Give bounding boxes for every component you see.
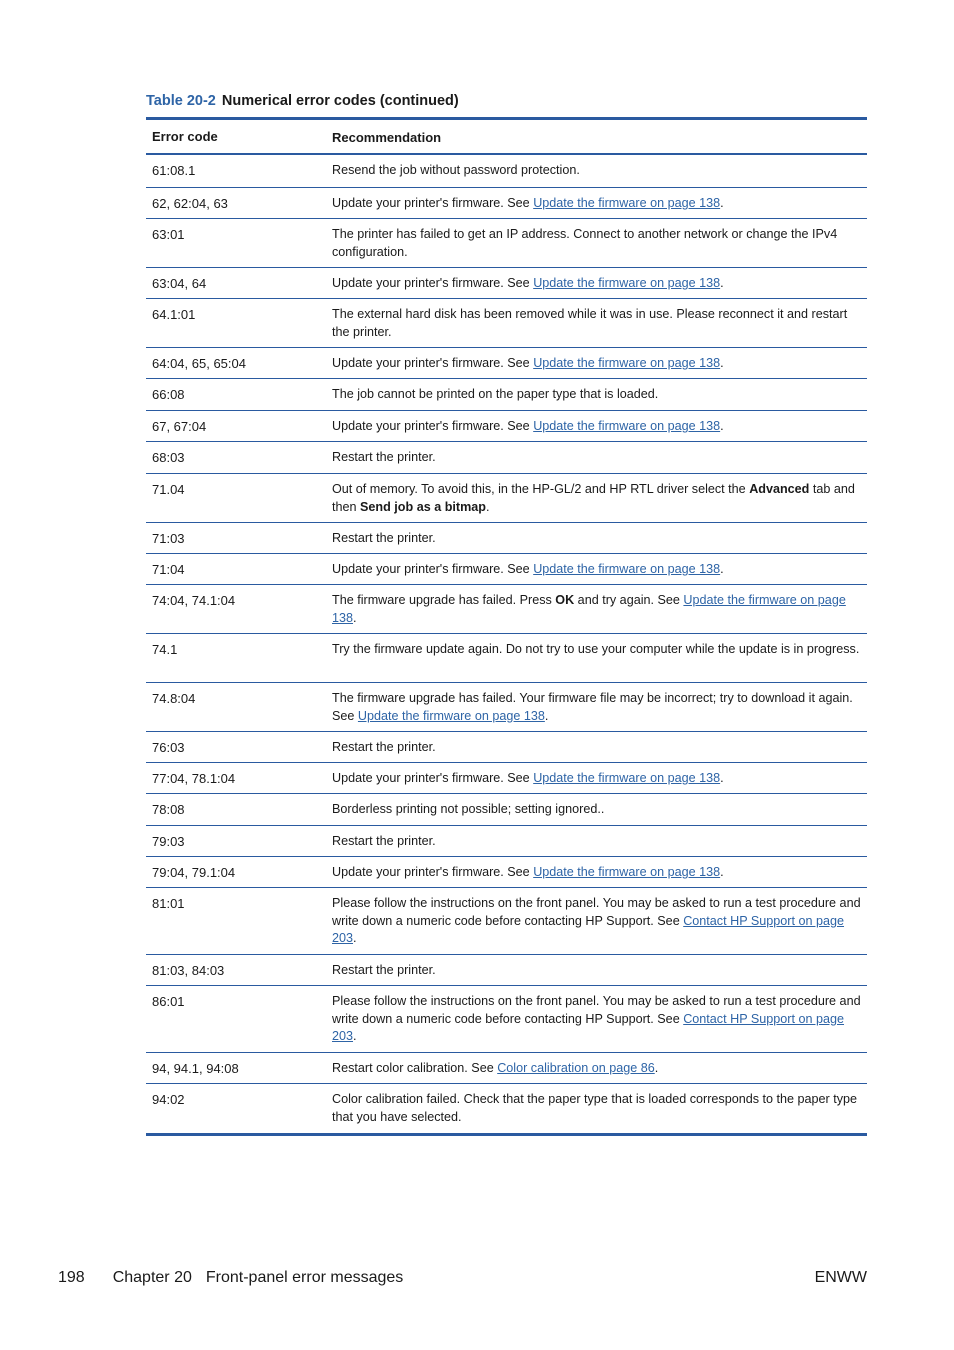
recommendation-cell — [326, 155, 867, 187]
recommendation-cell — [326, 379, 867, 410]
table-row — [146, 857, 867, 888]
recommendation-text: Update your printer's firmware. See — [332, 196, 534, 210]
cross-reference-link[interactable]: Contact HP Support on page 203 — [332, 913, 845, 945]
recommendation-text: . — [353, 1029, 357, 1043]
table-row — [146, 554, 867, 585]
error-code-cell: 78:08 — [152, 802, 185, 817]
error-code-cell: 76:03 — [152, 740, 185, 755]
table-row — [146, 794, 867, 826]
page-footer — [58, 1269, 867, 1287]
header-error-code: Error code — [152, 129, 218, 144]
recommendation-text: Update your printer's firmware. See — [332, 771, 534, 785]
header-recommendation: Recommendation — [332, 130, 442, 145]
recommendation-text: . — [353, 610, 357, 625]
error-code-cell: 94, 94.1, 94:08 — [152, 1061, 239, 1076]
table-row — [146, 585, 867, 634]
error-code-cell: 66:08 — [152, 387, 185, 402]
recommendation-cell — [326, 955, 867, 985]
recommendation-cell — [326, 188, 867, 218]
recommendation-cell — [326, 763, 867, 793]
cross-reference-link[interactable]: Contact HP Support on page 203 — [332, 1011, 845, 1043]
chapter-label: Chapter 20 — [112, 1269, 192, 1286]
error-code-cell: 79:04, 79.1:04 — [152, 865, 236, 880]
error-code-cell: 64:04, 65, 65:04 — [152, 356, 246, 371]
error-code-table — [146, 117, 867, 1136]
recommendation-text: Borderless printing not possible; setting ignored.. — [332, 802, 605, 816]
recommendation-text: Restart the printer. — [332, 740, 436, 754]
recommendation-cell — [326, 585, 867, 633]
recommendation-cell — [326, 219, 867, 267]
table-row — [146, 299, 867, 348]
cross-reference-link[interactable]: Update the firmware on page 138 — [533, 356, 721, 370]
cross-reference-link[interactable]: Update the firmware on page 138 — [533, 276, 721, 290]
recommendation-cell — [326, 523, 867, 553]
recommendation-text: Update your printer's firmware. See — [332, 562, 534, 576]
recommendation-text: The printer has failed to get an IP address. Connect to another network or change the IPv4 configuration. — [332, 227, 838, 259]
table-row — [146, 523, 867, 554]
recommendation-text: . — [720, 196, 724, 210]
recommendation-text: . — [485, 499, 490, 514]
recommendation-text: The firmware upgrade has failed. Your firmware file may be incorrect; try to download it again. See — [332, 691, 853, 723]
ui-term-bold: Send job as a bitmap — [360, 499, 486, 514]
error-code-cell: 63:01 — [152, 227, 185, 242]
cross-reference-link[interactable]: Update the firmware on page 138 — [357, 708, 545, 723]
error-code-cell: 68:03 — [152, 450, 185, 465]
error-code-cell: 74:04, 74.1:04 — [152, 593, 236, 608]
error-code-cell: 64.1:01 — [152, 307, 196, 322]
recommendation-text: Please follow the instructions on the front panel. You may be asked to run a test procedure and write down a numeric code before contacting HP Support. See — [332, 994, 861, 1026]
ui-term-bold: OK — [555, 593, 575, 607]
error-code-cell: 74.8:04 — [152, 691, 196, 706]
recommendation-text: . — [544, 708, 549, 723]
recommendation-text: Color calibration failed. Check that the paper type that is loaded corresponds to the paper type that you have selected. — [332, 1092, 858, 1124]
recommendation-text: Update your printer's firmware. See — [332, 276, 534, 290]
recommendation-cell — [326, 794, 867, 825]
recommendation-cell — [326, 634, 867, 682]
table-row — [146, 986, 867, 1053]
recommendation-cell — [326, 857, 867, 887]
recommendation-cell — [326, 1053, 867, 1083]
table-header-row — [146, 120, 867, 155]
table-caption — [146, 93, 459, 109]
recommendation-text: . — [720, 419, 724, 433]
error-code-cell: 71.04 — [152, 482, 185, 497]
recommendation-text: The firmware upgrade has failed. Press — [332, 593, 556, 607]
recommendation-cell — [326, 888, 867, 954]
table-row — [146, 634, 867, 683]
table-row — [146, 1053, 867, 1084]
recommendation-text: Out of memory. To avoid this, in the HP-GL/2 and HP RTL driver select the — [332, 482, 750, 496]
recommendation-text: . — [720, 771, 724, 785]
cross-reference-link[interactable]: Update the firmware on page 138 — [533, 419, 721, 433]
error-code-cell: 63:04, 64 — [152, 276, 207, 291]
recommendation-text: The external hard disk has been removed while it was in use. Please reconnect it and restart the printer. — [332, 307, 848, 339]
recommendation-cell — [326, 299, 867, 347]
recommendation-text: Update your printer's firmware. See — [332, 865, 534, 879]
table-row — [146, 888, 867, 955]
recommendation-text: tab and then — [332, 482, 855, 514]
recommendation-text: Restart color calibration. See — [332, 1061, 498, 1075]
table-row — [146, 442, 867, 474]
error-code-cell: 61:08.1 — [152, 163, 196, 178]
table-number: Table 20-2 — [146, 93, 216, 109]
table-row — [146, 683, 867, 732]
recommendation-cell — [326, 554, 867, 584]
table-row — [146, 379, 867, 411]
recommendation-cell — [326, 1084, 867, 1133]
recommendation-text: Please follow the instructions on the front panel. You may be asked to run a test procedure and write down a numeric code before contacting HP Support. See — [332, 896, 861, 928]
recommendation-cell — [326, 442, 867, 473]
error-code-cell: 94:02 — [152, 1092, 185, 1107]
recommendation-text: The job cannot be printed on the paper type that is loaded. — [332, 387, 659, 401]
table-row — [146, 348, 867, 379]
table-row — [146, 188, 867, 219]
table-row — [146, 219, 867, 268]
error-code-cell: 77:04, 78.1:04 — [152, 771, 236, 786]
table-row — [146, 763, 867, 794]
recommendation-text: Restart the printer. — [332, 531, 436, 545]
cross-reference-link[interactable]: Update the firmware on page 138 — [533, 196, 721, 210]
error-code-cell: 62, 62:04, 63 — [152, 196, 228, 211]
error-code-cell: 71:03 — [152, 531, 185, 546]
error-code-cell: 79:03 — [152, 834, 185, 849]
recommendation-text: . — [720, 356, 724, 370]
recommendation-cell — [326, 411, 867, 441]
table-row — [146, 732, 867, 763]
recommendation-text: Restart the printer. — [332, 963, 436, 977]
table-row — [146, 826, 867, 857]
recommendation-text: Restart the printer. — [332, 450, 436, 464]
recommendation-cell — [326, 348, 867, 378]
recommendation-text: Resend the job without password protection. — [332, 163, 580, 177]
table-body — [146, 155, 867, 1133]
recommendation-text: Restart the printer. — [332, 834, 436, 848]
recommendation-text: . — [720, 562, 724, 576]
error-code-cell: 81:01 — [152, 896, 185, 911]
page-number: 198 — [58, 1269, 85, 1286]
error-code-cell: 67, 67:04 — [152, 419, 207, 434]
recommendation-text: Update your printer's firmware. See — [332, 356, 534, 370]
ui-term-bold: Advanced — [749, 482, 810, 496]
table-row — [146, 474, 867, 523]
table-row — [146, 1084, 867, 1133]
error-code-cell: 74.1 — [152, 642, 178, 657]
recommendation-cell — [326, 268, 867, 298]
cross-reference-link[interactable]: Update the firmware on page 138 — [533, 562, 721, 576]
recommendation-cell — [326, 732, 867, 762]
error-code-cell: 81:03, 84:03 — [152, 963, 225, 978]
recommendation-text: Update your printer's firmware. See — [332, 419, 534, 433]
table-title: Numerical error codes (continued) — [221, 93, 459, 109]
recommendation-cell — [326, 474, 867, 522]
recommendation-cell — [326, 826, 867, 856]
recommendation-cell — [326, 986, 867, 1052]
cross-reference-link[interactable]: Update the firmware on page 138 — [533, 771, 721, 785]
chapter-title: Front-panel error messages — [205, 1269, 404, 1286]
recommendation-text: . — [720, 276, 724, 290]
cross-reference-link[interactable]: Update the firmware on page 138 — [332, 593, 846, 625]
error-code-cell: 71:04 — [152, 562, 185, 577]
recommendation-cell — [326, 683, 867, 731]
table-row — [146, 411, 867, 442]
cross-reference-link[interactable]: Update the firmware on page 138 — [533, 865, 721, 879]
error-code-cell: 86:01 — [152, 994, 185, 1009]
footer-right-label: ENWW — [814, 1269, 867, 1286]
recommendation-text: . — [720, 865, 724, 879]
recommendation-text: . — [353, 931, 357, 945]
recommendation-text: Try the firmware update again. Do not try to use your computer while the update is in progress. — [332, 642, 860, 656]
table-row — [146, 155, 867, 188]
table-row — [146, 955, 867, 986]
recommendation-text: . — [654, 1061, 659, 1075]
table-row — [146, 268, 867, 299]
recommendation-text: and try again. See — [574, 593, 684, 607]
cross-reference-link[interactable]: Color calibration on page 86 — [497, 1061, 655, 1075]
footer-left — [58, 1269, 403, 1287]
